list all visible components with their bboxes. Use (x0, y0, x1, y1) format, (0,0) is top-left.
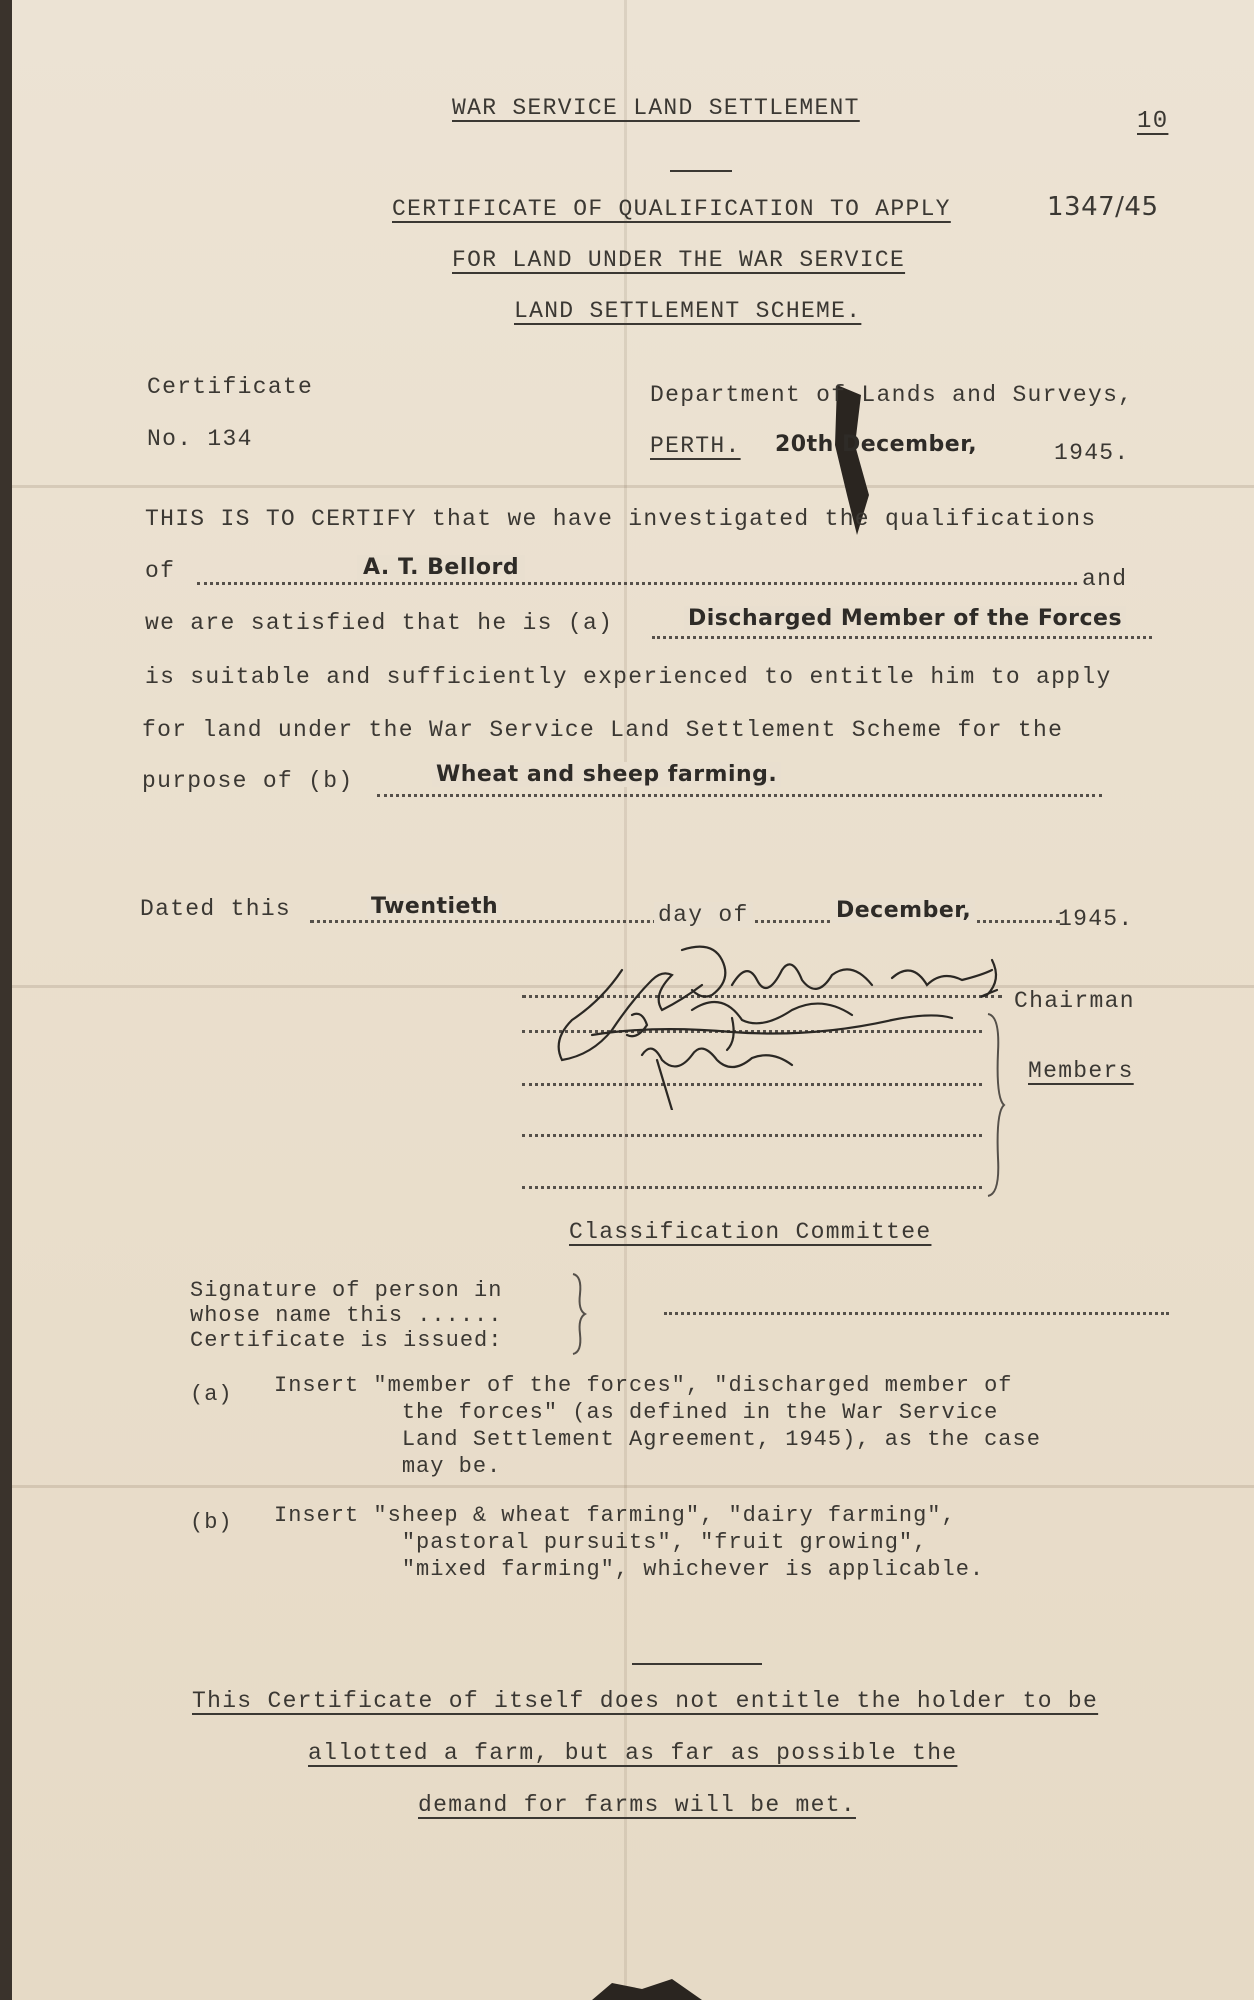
signature-label-line-3: Certificate is issued: (190, 1328, 503, 1353)
name-dotted-line (197, 582, 1077, 585)
file-reference: 1347/45 (1047, 192, 1159, 222)
certificate-sheet (12, 0, 1254, 2000)
member-dotted-line (522, 1134, 982, 1137)
members-label: Members (1028, 1058, 1134, 1084)
note-b-marker: (b) (190, 1510, 233, 1535)
applicant-status: Discharged Member of the Forces (684, 606, 1126, 631)
purpose-label: purpose of (b) (142, 768, 354, 794)
scheme-line: for land under the War Service Land Settlement Scheme for the (142, 717, 1064, 743)
department-city: PERTH. (650, 433, 741, 459)
note-b-text: Insert "sheep & wheat farming", "dairy farming", "pastoral pursuits", "fruit growing", "mixed farming", whichever is applicable. (274, 1503, 985, 1582)
certificate-date: 20th December, (775, 432, 978, 457)
member-dotted-line (522, 1186, 982, 1189)
page-number: 10 (1137, 108, 1169, 135)
subtitle-line-3: LAND SETTLEMENT SCHEME. (514, 298, 862, 324)
certificate-number: No. 134 (147, 426, 253, 452)
committee-name: Classification Committee (569, 1219, 932, 1245)
of-label: of (145, 558, 176, 584)
status-dotted-line (652, 636, 1152, 639)
dated-day: Twentieth (367, 894, 502, 919)
suitable-line: is suitable and sufficiently experienced to entitle him to apply (145, 664, 1112, 690)
fold-line (12, 485, 1254, 488)
divider (632, 1663, 762, 1665)
footer-line-3: demand for farms will be met. (418, 1792, 856, 1818)
committee-signatures (532, 940, 1032, 1110)
signature-label-line-2: whose name this ...... (190, 1303, 503, 1328)
note-a-marker: (a) (190, 1382, 233, 1407)
certificate-year: 1945. (1054, 440, 1130, 466)
chairman-label: Chairman (1014, 988, 1135, 1014)
footer-line-1: This Certificate of itself does not entitle the holder to be (192, 1688, 1099, 1714)
subtitle-line-2: FOR LAND UNDER THE WAR SERVICE (452, 247, 906, 273)
and-label: and (1082, 566, 1128, 592)
signature-brace (570, 1272, 588, 1356)
tear-mark (592, 1975, 702, 2000)
subtitle-line-1: CERTIFICATE OF QUALIFICATION TO APPLY (392, 196, 951, 222)
certificate-label: Certificate (147, 374, 314, 400)
fold-line (12, 1485, 1254, 1488)
department-name: Department of Lands and Surveys, (650, 382, 1134, 408)
certify-line: THIS IS TO CERTIFY that we have investigated the qualifications (145, 506, 1097, 532)
note-a-text: Insert "member of the forces", "discharged member of the forces" (as defined in the War Service Land Settlement Agreement, 1945), as the case may be. (274, 1373, 1041, 1479)
purpose-dotted-line (377, 794, 1102, 797)
satisfied-line: we are satisfied that he is (a) (145, 610, 614, 636)
dated-month: December, (832, 898, 975, 923)
footer-line-2: allotted a farm, but as far as possible the (308, 1740, 958, 1766)
applicant-signature-line (664, 1312, 1169, 1315)
applicant-name: A. T. Bellord (357, 555, 525, 580)
signature-label-line-1: Signature of person in (190, 1278, 503, 1303)
divider (670, 170, 732, 172)
day-of-label: day of (654, 902, 753, 928)
purpose-value: Wheat and sheep farming. (432, 762, 781, 787)
dated-label: Dated this (140, 896, 292, 922)
document-title: WAR SERVICE LAND SETTLEMENT (452, 95, 860, 121)
dated-year: 1945. (1058, 906, 1134, 932)
